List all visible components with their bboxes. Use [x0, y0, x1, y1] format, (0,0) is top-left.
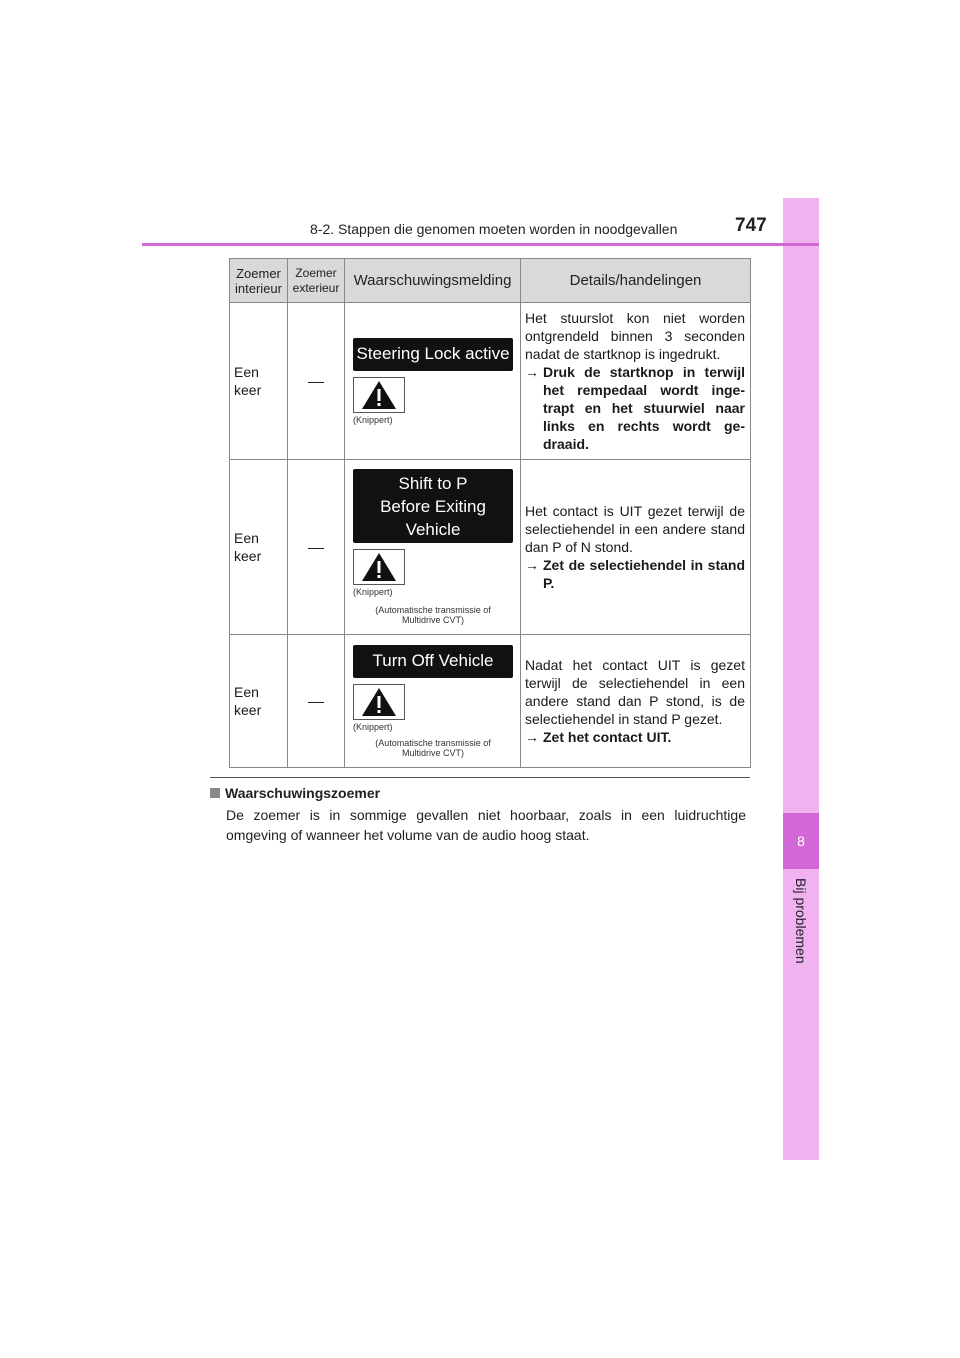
action-line: → Zet de selectiehendel in stand P.: [525, 557, 745, 591]
action-line: → Druk de startknop in terwijl het rempedaal wordt inge- trapt en het stuurwiel naar links en rechts wordt ge- draaid.: [525, 364, 745, 452]
section-title: Waarschuwingszoemer: [210, 785, 380, 801]
blinking-note: (Knippert): [353, 414, 393, 425]
exterior-buzzer-cell: [288, 303, 345, 460]
header-details: Details/handelingen: [521, 259, 751, 303]
table-row: [230, 635, 751, 768]
exterior-buzzer-cell: [288, 635, 345, 768]
header-exterior-buzzer: Zoemer exterieur: [288, 259, 345, 303]
exterior-buzzer-cell: [288, 460, 345, 635]
right-arrow-icon: →: [525, 364, 539, 380]
chapter-label: Bij problemen: [793, 878, 809, 964]
page-number: 747: [735, 215, 767, 236]
table-row: [230, 303, 751, 460]
warning-table: [229, 258, 751, 768]
details-cell: [521, 303, 751, 460]
dash-mark: [308, 702, 324, 703]
display-message-image: Turn Off Vehicle: [353, 645, 513, 678]
warning-message-cell: [345, 460, 521, 635]
warning-triangle-icon: [353, 549, 405, 585]
interior-buzzer-cell: Een keer: [230, 460, 288, 635]
dash-mark: [308, 382, 324, 383]
section-divider: [210, 777, 750, 778]
header-warning-message: Waarschuwingsmelding: [345, 259, 521, 303]
warning-triangle-icon: [353, 684, 405, 720]
dash-mark: [308, 548, 324, 549]
blinking-note: (Knippert): [353, 587, 393, 597]
transmission-note: (Automatische transmissie of Multidrive CVT): [375, 737, 491, 758]
details-cell: [521, 460, 751, 635]
interior-buzzer-cell: Een keer: [230, 635, 288, 768]
right-arrow-icon: →: [525, 557, 539, 573]
warning-message-cell: [345, 635, 521, 768]
warning-triangle-icon: [353, 377, 405, 413]
details-text: Nadat het contact UIT is gezet terwijl de selectiehendel in een andere stand dan P stond, is de selectiehendel in stand P gezet.: [525, 657, 745, 727]
chapter-number: 8: [783, 813, 819, 869]
table-row: [230, 460, 751, 635]
display-message-image: Steering Lock active: [353, 338, 513, 371]
right-arrow-icon: →: [525, 729, 539, 745]
transmission-note: (Automatische transmissie of Multidrive CVT): [375, 605, 491, 625]
header-interior-buzzer: Zoemer interieur: [230, 259, 288, 303]
page-header-title: 8-2. Stappen die genomen moeten worden in noodgevallen: [310, 221, 678, 237]
details-text: Het contact is UIT gezet terwijl de selectiehendel in een andere stand dan P of N stond.: [525, 503, 745, 555]
chapter-side-tab: [783, 198, 819, 1160]
section-body: De zoemer is in sommige gevallen niet hoorbaar, zoals in een luidruchtige omgeving of wanneer het volume van de audio hoog staat.: [226, 807, 746, 843]
header-divider: [142, 243, 819, 246]
action-line: → Zet het contact UIT.: [525, 729, 672, 745]
square-bullet-icon: [210, 788, 220, 798]
details-cell: [521, 635, 751, 768]
details-text: Het stuurslot kon niet worden ontgrendeld binnen 3 seconden nadat de startknop is ingedrukt.: [525, 310, 745, 362]
interior-buzzer-cell: Een keer: [230, 303, 288, 460]
table-header-row: [230, 259, 751, 303]
warning-message-cell: [345, 303, 521, 460]
blinking-note: (Knippert): [353, 721, 393, 732]
display-message-image: Shift to P Before Exiting Vehicle: [353, 469, 513, 543]
